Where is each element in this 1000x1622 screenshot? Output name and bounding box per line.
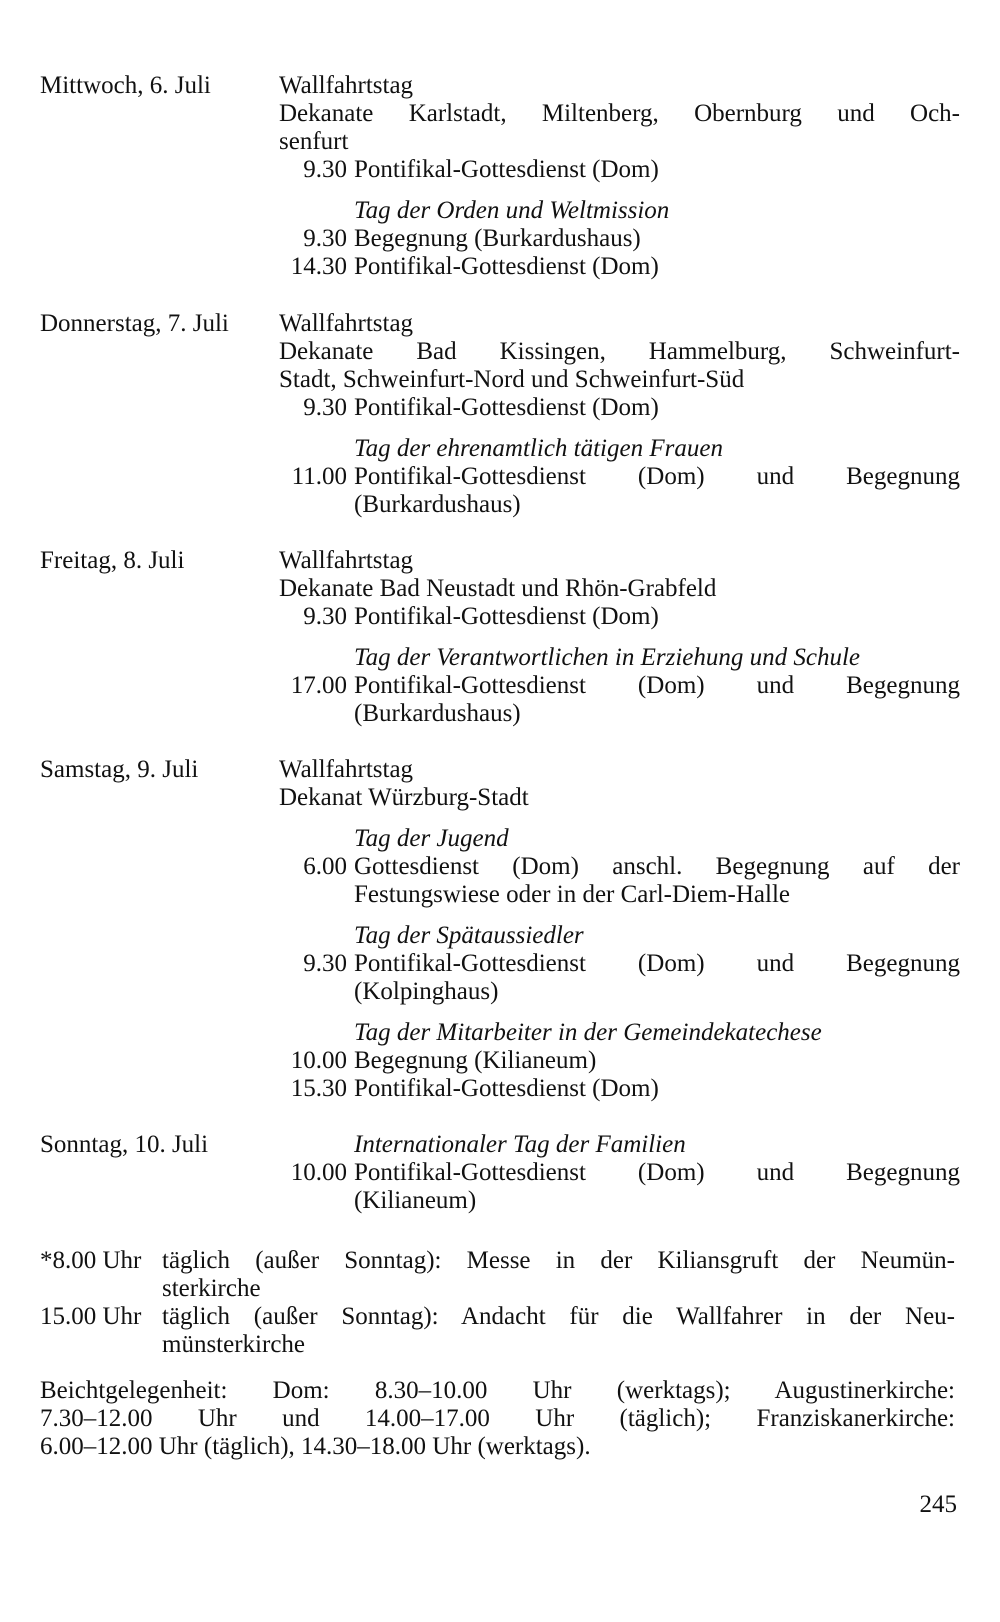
pilgrimage-heading: Wallfahrtstag (279, 72, 414, 99)
deanery-line: Dekanate Bad Kissingen, Hammelburg, Schweinfurt- (279, 338, 960, 365)
theme-title: Tag der Mitarbeiter in der Gemeindekatechese (354, 1019, 822, 1046)
event-description: Pontifikal-Gottesdienst (Dom) (354, 156, 659, 183)
deanery-line: Stadt, Schweinfurt-Nord und Schweinfurt-Süd (279, 366, 745, 393)
note-text: täglich (außer Sonntag): Andacht für die Wallfahrer in der Neu- (162, 1303, 955, 1330)
theme-title: Tag der Orden und Weltmission (354, 197, 670, 224)
event-description: (Burkardushaus) (354, 700, 521, 727)
schedule-event (279, 156, 960, 184)
schedule-event (279, 672, 960, 728)
event-description: Begegnung (Kilianeum) (354, 1047, 597, 1074)
schedule-event (279, 253, 960, 281)
deanery-line: Dekanat Würzburg-Stadt (279, 784, 529, 811)
event-description: Pontifikal-Gottesdienst (Dom) (354, 394, 659, 421)
event-description: Pontifikal-Gottesdienst (Dom) (354, 603, 659, 630)
pilgrimage-heading: Wallfahrtstag (279, 310, 414, 337)
day-block (40, 310, 960, 519)
event-time: 6.00 (303, 853, 347, 880)
day-label: Samstag, 9. Juli (40, 756, 199, 783)
daily-notes (40, 1247, 955, 1359)
daily-note (40, 1303, 955, 1359)
event-description: Pontifikal-Gottesdienst (Dom) (354, 1075, 659, 1102)
note-text: münsterkirche (162, 1331, 306, 1358)
schedule-event (279, 950, 960, 1006)
event-time: 17.00 (290, 672, 347, 699)
schedule-event (279, 394, 960, 422)
event-description: (Kolpinghaus) (354, 978, 499, 1005)
schedule-event (279, 1047, 960, 1075)
day-label: Donnerstag, 7. Juli (40, 310, 229, 337)
schedule-event (279, 1159, 960, 1215)
confession-times (40, 1377, 955, 1461)
day-block (40, 756, 960, 1103)
day-block (40, 547, 960, 728)
deanery-line: senfurt (279, 128, 349, 155)
event-description: Pontifikal-Gottesdienst (Dom) (354, 253, 659, 280)
event-time: 9.30 (303, 603, 347, 630)
day-block (40, 72, 960, 281)
event-description: Festungswiese oder in der Carl-Diem-Halle (354, 881, 790, 908)
theme-title: Tag der Spätaussiedler (354, 922, 584, 949)
schedule-event (279, 603, 960, 631)
note-time: 15.00 Uhr (40, 1303, 142, 1330)
theme-title: Internationaler Tag der Familien (354, 1131, 686, 1158)
theme-title: Tag der Jugend (354, 825, 509, 852)
confession-line: 6.00–12.00 Uhr (täglich), 14.30–18.00 Uhr (werktags). (40, 1433, 591, 1460)
theme-title: Tag der Verantwortlichen in Erziehung und Schule (354, 644, 860, 671)
day-label: Freitag, 8. Juli (40, 547, 185, 574)
event-description: (Kilianeum) (354, 1187, 477, 1214)
event-time: 14.30 (290, 253, 347, 280)
day-block (40, 1131, 960, 1215)
daily-note (40, 1247, 955, 1303)
note-text: täglich (außer Sonntag): Messe in der Kiliansgruft der Neumün- (162, 1247, 955, 1274)
note-text: sterkirche (162, 1275, 261, 1302)
schedule-event (279, 1075, 960, 1103)
schedule-event (279, 225, 960, 253)
day-label: Mittwoch, 6. Juli (40, 72, 211, 99)
confession-line: 7.30–12.00 Uhr und 14.00–17.00 Uhr (täglich); Franziskanerkirche: (40, 1405, 955, 1432)
note-time: *8.00 Uhr (40, 1247, 142, 1274)
event-description: Pontifikal-Gottesdienst (Dom) und Begegnung (354, 950, 960, 977)
event-time: 9.30 (303, 394, 347, 421)
event-time: 15.30 (290, 1075, 347, 1102)
event-description: (Burkardushaus) (354, 491, 521, 518)
confession-line: Beichtgelegenheit: Dom: 8.30–10.00 Uhr (werktags); Augustinerkirche: (40, 1377, 955, 1404)
schedule-event (279, 853, 960, 909)
event-description: Pontifikal-Gottesdienst (Dom) und Begegnung (354, 463, 960, 490)
event-time: 9.30 (303, 225, 347, 252)
deanery-line: Dekanate Karlstadt, Miltenberg, Obernburg und Och- (279, 100, 960, 127)
event-time: 11.00 (291, 463, 347, 490)
pilgrimage-heading: Wallfahrtstag (279, 756, 414, 783)
event-time: 9.30 (303, 156, 347, 183)
day-label: Sonntag, 10. Juli (40, 1131, 209, 1158)
pilgrimage-heading: Wallfahrtstag (279, 547, 414, 574)
event-description: Pontifikal-Gottesdienst (Dom) und Begegnung (354, 672, 960, 699)
deanery-line: Dekanate Bad Neustadt und Rhön-Grabfeld (279, 575, 717, 602)
event-time: 10.00 (290, 1047, 347, 1074)
schedule-event (279, 463, 960, 519)
page-number: 245 (919, 1491, 957, 1518)
event-description: Begegnung (Burkardushaus) (354, 225, 641, 252)
event-time: 10.00 (290, 1159, 347, 1186)
event-description: Gottesdienst (Dom) anschl. Begegnung auf der (354, 853, 960, 880)
theme-title: Tag der ehrenamtlich tätigen Frauen (354, 435, 723, 462)
event-time: 9.30 (303, 950, 347, 977)
event-description: Pontifikal-Gottesdienst (Dom) und Begegnung (354, 1159, 960, 1186)
